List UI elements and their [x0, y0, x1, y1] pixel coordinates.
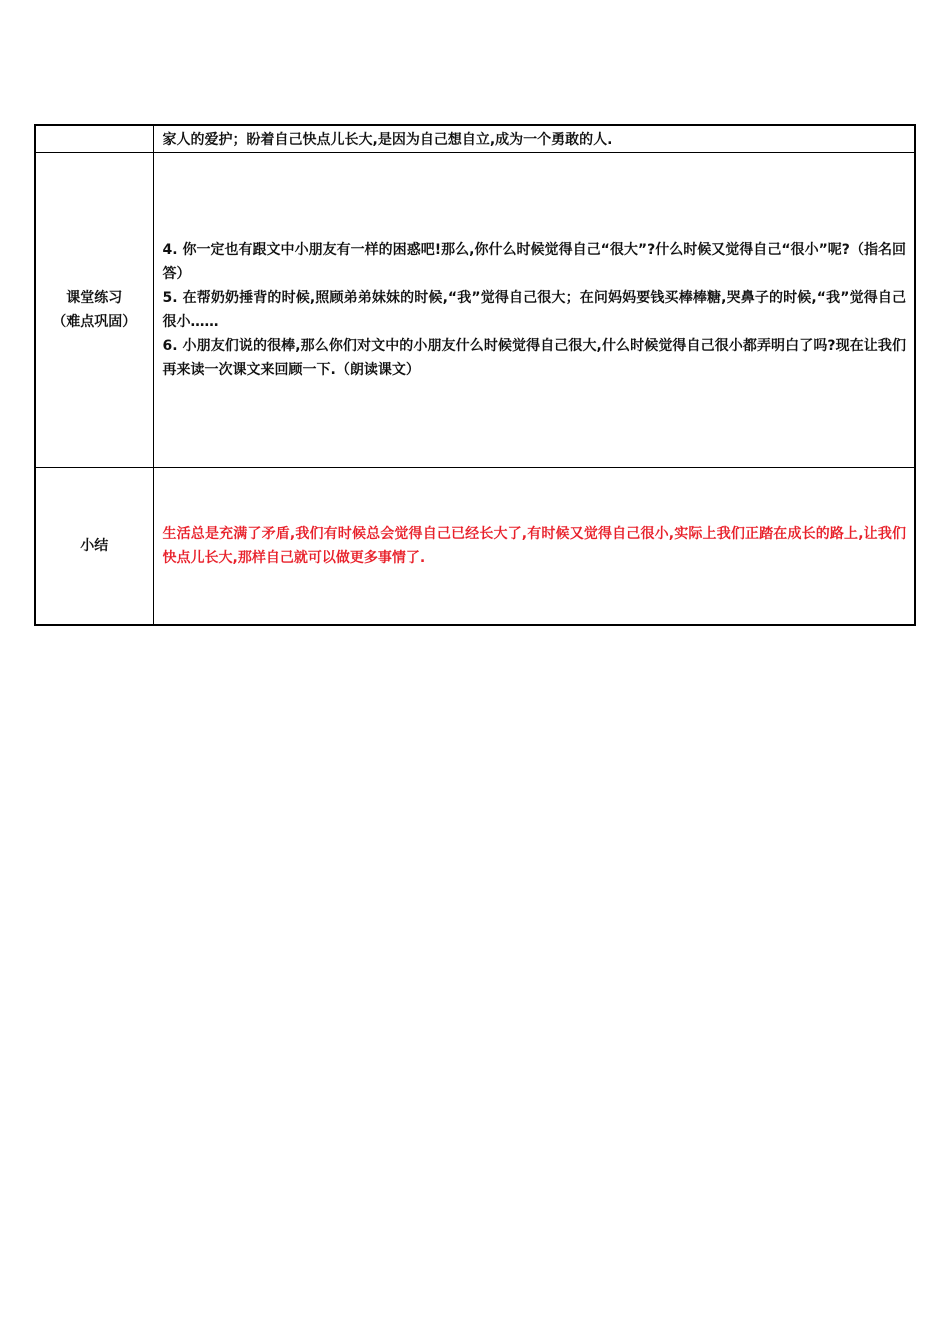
table-row-classroom-practice: [35, 153, 915, 468]
table-row-summary: [35, 468, 915, 626]
table-row-continuation: [35, 125, 915, 153]
row-label-empty: [35, 125, 153, 153]
lesson-plan-table: [34, 124, 916, 626]
practice-item-5: 5. 在帮奶奶捶背的时候,照顾弟弟妹妹的时候,“我”觉得自己很大；在问妈妈要钱买棒棒糖,哭鼻子的时候,“我”觉得自己很小……: [162, 290, 906, 330]
summary-content: [153, 468, 915, 626]
continuation-text: [153, 125, 915, 153]
classroom-practice-content: [153, 153, 915, 468]
summary-paragraph: 生活总是充满了矛盾,我们有时候总会觉得自己已经长大了,有时候又觉得自己很小,实际上我们正踏在成长的路上,让我们快点儿长大,那样自己就可以做更多事情了.: [162, 526, 906, 566]
practice-item-4: 4. 你一定也有跟文中小朋友有一样的困惑吧!那么,你什么时候觉得自己“很大”?什么时候又觉得自己“很小”呢?（指名回答）: [162, 242, 906, 282]
continuation-paragraph: 家人的爱护；盼着自己快点儿长大,是因为自己想自立,成为一个勇敢的人.: [162, 132, 613, 148]
row-label-summary: 小结: [35, 468, 153, 626]
practice-item-6: 6. 小朋友们说的很棒,那么你们对文中的小朋友什么时候觉得自己很大,什么时候觉得自己很小都弄明白了吗?现在让我们再来读一次课文来回顾一下.（朗读课文）: [162, 338, 906, 378]
label-classroom-practice: 课堂练习: [66, 290, 123, 306]
row-label-classroom-practice: [35, 153, 153, 468]
label-difficulty-consolidation: （难点巩固）: [52, 314, 137, 330]
